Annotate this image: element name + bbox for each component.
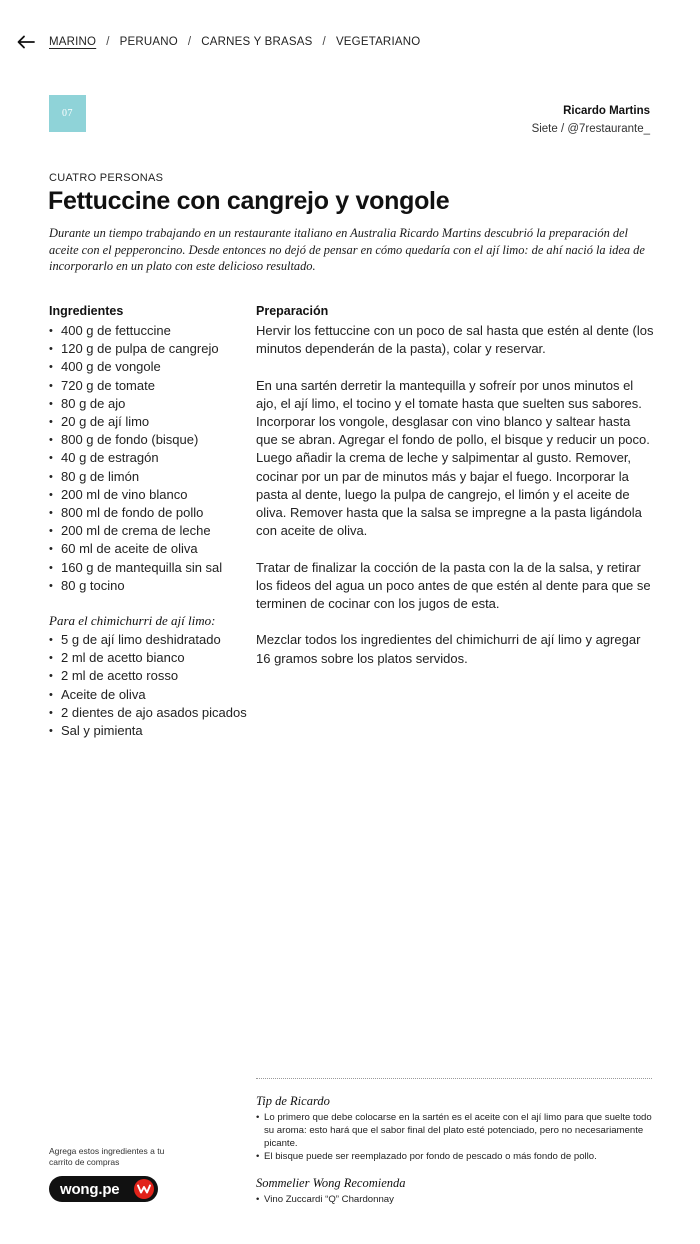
preparation-section: [256, 304, 654, 686]
ingredient-item: • 80 g de ajo: [49, 395, 249, 413]
chimichurri-item: • Sal y pimienta: [49, 722, 249, 740]
ingredient-item: • 120 g de pulpa de cangrejo: [49, 340, 249, 358]
sommelier-heading: Sommelier Wong Recomienda: [256, 1176, 406, 1190]
ingredient-item: • 60 ml de aceite de oliva: [49, 540, 249, 558]
tip-item: • El bisque puede ser reemplazado por fondo de pescado o más fondo de pollo.: [256, 1150, 652, 1163]
preparation-step: Tratar de finalizar la cocción de la pasta con la de la salsa, y retirar los fideos del agua un poco antes de que estén al dente para que se terminen de cocinar con los jugos de esta.: [256, 559, 651, 612]
sommelier-item: • Vino Zuccardi “Q” Chardonnay: [256, 1193, 652, 1206]
sommelier-section: [256, 1176, 652, 1206]
chimichurri-item: • 5 g de ají limo deshidratado: [49, 631, 249, 649]
breadcrumb-separator: /: [187, 36, 192, 48]
preparation-step: Mezclar todos los ingredientes del chimichurri de ají limo y agregar 16 gramos sobre los platos servidos.: [256, 632, 641, 666]
author-block: [532, 105, 650, 135]
ingredient-item: • 400 g de vongole: [49, 358, 249, 376]
ingredient-item: • 200 ml de crema de leche: [49, 522, 249, 540]
ingredient-item: • 720 g de tomate: [49, 377, 249, 395]
arrow-left-icon: [17, 35, 35, 49]
breadcrumb-separator: /: [322, 36, 326, 48]
wong-shop-button[interactable]: [49, 1176, 158, 1202]
preparation-step: En una sartén derretir la mantequilla y sofreír por unos minutos el ajo, el ají limo, el tocino y el tomate hasta que suelten sus sabores. Incorporar los vongole, desglasar con vino blanco y saltear hasta que se abran. Agregar el fondo de pollo, el bisque y reducir un poco. Luego añadir la crema de leche y salpimentar al gusto. Remover, cocinar por un par de minutos más y bajar el fuego. Incorporar la pasta al dente, luego la pulpa de cangrejo, el limón y el aceite de oliva. Remover hasta que la salsa se impregne a la pasta ligándola con aceite de oliva.: [256, 377, 650, 539]
ingredient-item: • 160 g de mantequilla sin sal: [49, 559, 249, 577]
chimichurri-item: • Aceite de oliva: [49, 686, 249, 704]
recipe-intro: Durante un tiempo trabajando en un restaurante italiano en Australia Ricardo Martins descubrió la preparación del aceite con el pepperoncino. Desde entonces no dejó de pensar en cómo quedaría con el ají limo: de ahí nació la idea de incorporarlo en un plato con este delicioso resultado.: [49, 226, 645, 273]
tip-item: • Lo primero que debe colocarse en la sartén es el aceite con el ají limo para que suelte todo su aroma: esto hará que el sabor final del plato esté potenciado, pero no necesariamente picante.: [256, 1111, 652, 1150]
cart-prompt: Agrega estos ingredientes a tu carrito de compras: [49, 1146, 165, 1167]
ingredient-item: • 80 g tocino: [49, 577, 249, 595]
back-button[interactable]: [16, 32, 36, 52]
preparation-heading: Preparación: [256, 304, 329, 318]
tip-heading: Tip de Ricardo: [256, 1094, 330, 1108]
ingredient-item: • 800 ml de fondo de pollo: [49, 504, 249, 522]
ingredient-item: • 20 g de ají limo: [49, 413, 249, 431]
recipe-number-badge: 07: [49, 95, 86, 132]
tip-section: [256, 1094, 652, 1163]
ingredient-item: • 400 g de fettuccine: [49, 322, 249, 340]
author-name: Ricardo Martins: [563, 105, 650, 117]
tab-vegetariano[interactable]: VEGETARIANO: [335, 36, 421, 48]
wong-w-icon: [137, 1184, 151, 1194]
tab-peruano[interactable]: PERUANO: [119, 36, 178, 48]
ingredient-item: • 800 g de fondo (bisque): [49, 431, 249, 449]
chimichurri-item: • 2 dientes de ajo asados picados: [49, 704, 249, 722]
ingredient-item: • 200 ml de vino blanco: [49, 486, 249, 504]
top-nav: [16, 32, 700, 52]
ingredients-section: [49, 304, 249, 740]
preparation-step: Hervir los fettuccine con un poco de sal hasta que estén al dente (los minutos dependerán de la pasta), colar y reservar.: [256, 323, 654, 357]
tab-carnes-y-brasas[interactable]: CARNES Y BRASAS: [201, 36, 313, 48]
chimichurri-heading: Para el chimichurri de ají limo:: [49, 613, 216, 629]
recipe-title: Fettuccine con cangrejo y vongole: [48, 187, 450, 215]
category-breadcrumb: [49, 36, 420, 48]
ingredient-item: • 40 g de estragón: [49, 449, 249, 467]
tab-marino[interactable]: MARINO: [49, 36, 97, 48]
ingredients-list: [49, 322, 249, 595]
ingredient-item: • 80 g de limón: [49, 468, 249, 486]
breadcrumb-separator: /: [106, 36, 110, 48]
wong-logo-icon: [134, 1179, 154, 1199]
author-handle[interactable]: Siete / @7restaurante_: [531, 123, 650, 135]
footer-divider: [256, 1078, 652, 1079]
chimichurri-list: [49, 631, 249, 740]
servings-label: CUATRO PERSONAS: [49, 172, 164, 184]
wong-button-label: wong.pe: [60, 1180, 120, 1198]
chimichurri-item: • 2 ml de acetto bianco: [49, 649, 249, 667]
chimichurri-item: • 2 ml de acetto rosso: [49, 667, 249, 685]
ingredients-heading: Ingredientes: [49, 304, 124, 318]
